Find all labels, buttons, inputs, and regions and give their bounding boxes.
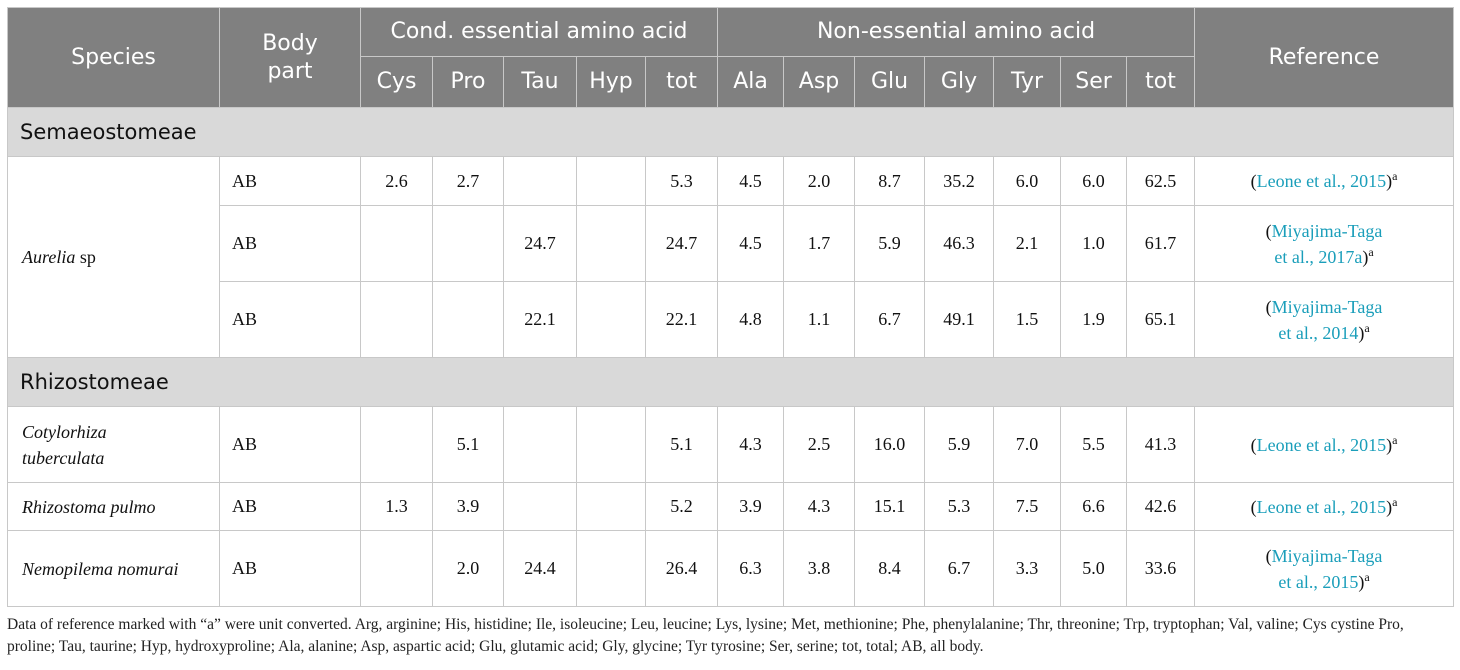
- asp-cell: 4.3: [784, 483, 855, 531]
- citation-link-line2[interactable]: et al., 2014: [1278, 322, 1359, 343]
- table-footnote: Data of reference marked with “a” were unit converted. Arg, arginine; His, histidine; Ile, isoleucine; Leu, leucine; Lys, lysine; Met, methionine; Phe, phenylalanine; Thr, threonine; Trp, tryptophan; Val, valine; Cys cystine Pro, proline; Tau, taurine; Hyp, hydroxyproline; Ala, alanine; Asp, aspartic acid; Glu, glutamic acid; Gly, glycine; Tyr tyrosine; Ser, serine; tot, total; AB, all body.: [7, 616, 1404, 655]
- asp-cell: 1.1: [784, 282, 855, 358]
- species-suffix: sp: [75, 247, 96, 267]
- body-part-cell: AB: [220, 407, 361, 483]
- non-essential-header: Non-essential amino acid: [718, 8, 1195, 57]
- body-part-cell: AB: [220, 282, 361, 358]
- tau-cell: 24.7: [504, 206, 577, 282]
- reference-mark: a: [1368, 244, 1374, 259]
- amino-acid-table: [7, 7, 1454, 607]
- body-part-header-line2: part: [267, 58, 313, 84]
- reference-cell: (Miyajima-Taga et al., 2015)$^a$: [1195, 531, 1454, 607]
- pro-cell: [433, 282, 504, 358]
- species-header: [8, 8, 220, 108]
- species-name-line1: Nemopilema nomurai: [22, 558, 179, 579]
- citation-link[interactable]: Miyajima-Taga: [1271, 545, 1383, 566]
- cys-cell: [361, 407, 433, 483]
- group-row-semaeostomeae: [8, 108, 1454, 157]
- cys-cell: [361, 282, 433, 358]
- asp-cell: 2.0: [784, 157, 855, 206]
- species-name-line2: tuberculata: [22, 447, 105, 468]
- col-header-tau: Tau: [504, 57, 577, 108]
- cond-tot-cell: 26.4: [646, 531, 718, 607]
- glu-cell: 15.1: [855, 483, 925, 531]
- body-part-cell: AB: [220, 483, 361, 531]
- tyr-cell: 6.0: [994, 157, 1061, 206]
- cond-tot-cell: 24.7: [646, 206, 718, 282]
- reference-mark: a: [1392, 432, 1398, 447]
- reference-header: [1195, 8, 1454, 108]
- hyp-cell: [577, 531, 646, 607]
- col-header-asp: Asp: [784, 57, 855, 108]
- pro-cell: 2.7: [433, 157, 504, 206]
- table-container: [7, 7, 1453, 607]
- cond-tot-cell: 5.1: [646, 407, 718, 483]
- glu-cell: 16.0: [855, 407, 925, 483]
- hyp-cell: [577, 282, 646, 358]
- col-header-gly: Gly: [925, 57, 994, 108]
- tyr-cell: 7.0: [994, 407, 1061, 483]
- tau-cell: [504, 483, 577, 531]
- citation-link[interactable]: Leone et al., 2015: [1256, 171, 1387, 191]
- col-header-non-tot: tot: [1127, 57, 1195, 108]
- ser-cell: 1.9: [1061, 282, 1127, 358]
- table-row: [8, 206, 1454, 282]
- ala-cell: 3.9: [718, 483, 784, 531]
- hyp-cell: [577, 206, 646, 282]
- cond-essential-header: Cond. essential amino acid: [361, 8, 718, 57]
- reference-header-label: Reference: [1268, 44, 1380, 70]
- species-name-line1: Cotylorhiza: [22, 421, 107, 442]
- citation-link[interactable]: Miyajima-Taga: [1271, 296, 1383, 317]
- group-row-rhizostomeae: [8, 358, 1454, 407]
- col-header-hyp: Hyp: [577, 57, 646, 108]
- reference-mark: a: [1392, 494, 1398, 509]
- table-row: [8, 531, 1454, 607]
- ser-cell: 5.5: [1061, 407, 1127, 483]
- pro-cell: 5.1: [433, 407, 504, 483]
- ser-cell: 6.6: [1061, 483, 1127, 531]
- cys-cell: [361, 531, 433, 607]
- hyp-cell: [577, 483, 646, 531]
- ala-cell: 4.8: [718, 282, 784, 358]
- citation-link-line2[interactable]: et al., 2017a: [1274, 246, 1363, 267]
- species-cell: [8, 157, 220, 358]
- ser-cell: 6.0: [1061, 157, 1127, 206]
- hyp-cell: [577, 407, 646, 483]
- glu-cell: 5.9: [855, 206, 925, 282]
- tau-cell: [504, 157, 577, 206]
- glu-cell: 6.7: [855, 282, 925, 358]
- reference-cell: (Leone et al., 2015)$^a$: [1195, 483, 1454, 531]
- asp-cell: 3.8: [784, 531, 855, 607]
- pro-cell: 3.9: [433, 483, 504, 531]
- ala-cell: 4.5: [718, 206, 784, 282]
- col-header-cys: Cys: [361, 57, 433, 108]
- col-header-pro: Pro: [433, 57, 504, 108]
- body-part-header: [220, 8, 361, 108]
- glu-cell: 8.4: [855, 531, 925, 607]
- pro-cell: 2.0: [433, 531, 504, 607]
- reference-mark: a: [1364, 320, 1370, 335]
- species-genus: Aurelia: [22, 247, 76, 267]
- table-row: [8, 483, 1454, 531]
- group-label: Rhizostomeae: [8, 358, 1454, 407]
- tau-cell: 22.1: [504, 282, 577, 358]
- col-header-tyr: Tyr: [994, 57, 1061, 108]
- body-part-header-line1: Body: [262, 30, 318, 56]
- ser-cell: 1.0: [1061, 206, 1127, 282]
- ser-cell: 5.0: [1061, 531, 1127, 607]
- species-cell: [8, 407, 220, 483]
- reference-cell: (Miyajima-Taga et al., 2014)$^a$: [1195, 282, 1454, 358]
- reference-cell: (Leone et al., 2015)$^a$: [1195, 407, 1454, 483]
- body-part-cell: AB: [220, 206, 361, 282]
- cys-cell: 2.6: [361, 157, 433, 206]
- citation-link[interactable]: Leone et al., 2015: [1256, 434, 1387, 455]
- non-tot-cell: 33.6: [1127, 531, 1195, 607]
- tyr-cell: 7.5: [994, 483, 1061, 531]
- asp-cell: 1.7: [784, 206, 855, 282]
- ala-cell: 6.3: [718, 531, 784, 607]
- gly-cell: 35.2: [925, 157, 994, 206]
- species-header-label: Species: [71, 44, 156, 70]
- gly-cell: 49.1: [925, 282, 994, 358]
- non-tot-cell: 65.1: [1127, 282, 1195, 358]
- tyr-cell: 3.3: [994, 531, 1061, 607]
- cond-tot-cell: 22.1: [646, 282, 718, 358]
- gly-cell: 6.7: [925, 531, 994, 607]
- gly-cell: 5.9: [925, 407, 994, 483]
- species-cell: [8, 483, 220, 531]
- gly-cell: 5.3: [925, 483, 994, 531]
- reference-mark: a: [1392, 169, 1398, 183]
- species-cell: [8, 531, 220, 607]
- citation-link[interactable]: Miyajima-Taga: [1271, 220, 1383, 241]
- asp-cell: 2.5: [784, 407, 855, 483]
- reference-mark: a: [1364, 569, 1370, 584]
- table-row: [8, 407, 1454, 483]
- tyr-cell: 1.5: [994, 282, 1061, 358]
- col-header-ala: Ala: [718, 57, 784, 108]
- cys-cell: 1.3: [361, 483, 433, 531]
- tau-cell: [504, 407, 577, 483]
- tau-cell: 24.4: [504, 531, 577, 607]
- reference-cell: (Leone et al., 2015)$^a$: [1195, 157, 1454, 206]
- non-tot-cell: 41.3: [1127, 407, 1195, 483]
- cond-tot-cell: 5.2: [646, 483, 718, 531]
- ala-cell: 4.3: [718, 407, 784, 483]
- col-header-cond-tot: tot: [646, 57, 718, 108]
- pro-cell: [433, 206, 504, 282]
- glu-cell: 8.7: [855, 157, 925, 206]
- species-name-line1: Rhizostoma pulmo: [22, 496, 156, 517]
- hyp-cell: [577, 157, 646, 206]
- tyr-cell: 2.1: [994, 206, 1061, 282]
- cys-cell: [361, 206, 433, 282]
- citation-link-line2[interactable]: et al., 2015: [1278, 571, 1359, 592]
- non-tot-cell: 42.6: [1127, 483, 1195, 531]
- table-row: [8, 157, 1454, 206]
- cond-tot-cell: 5.3: [646, 157, 718, 206]
- non-tot-cell: 62.5: [1127, 157, 1195, 206]
- body-part-cell: AB: [220, 157, 361, 206]
- group-label: Semaeostomeae: [8, 108, 1454, 157]
- gly-cell: 46.3: [925, 206, 994, 282]
- citation-link[interactable]: Leone et al., 2015: [1256, 496, 1387, 517]
- non-tot-cell: 61.7: [1127, 206, 1195, 282]
- table-row: [8, 282, 1454, 358]
- ala-cell: 4.5: [718, 157, 784, 206]
- col-header-glu: Glu: [855, 57, 925, 108]
- body-part-cell: AB: [220, 531, 361, 607]
- reference-cell: (Miyajima-Taga et al., 2017a)$^a$: [1195, 206, 1454, 282]
- col-header-ser: Ser: [1061, 57, 1127, 108]
